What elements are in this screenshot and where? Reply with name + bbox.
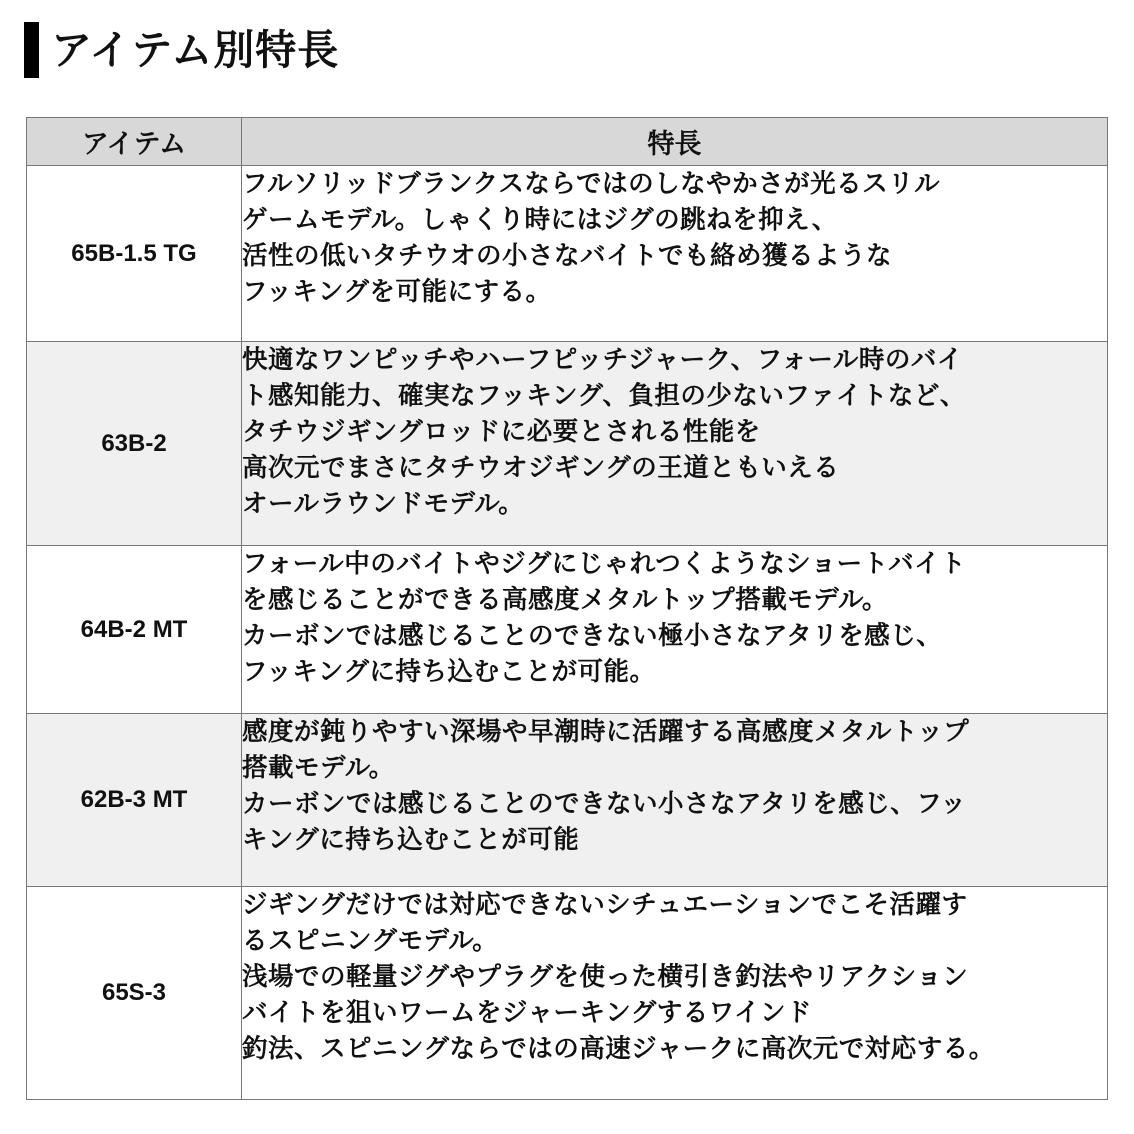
item-description bbox=[242, 546, 1108, 714]
description-line: バイトを狙いワームをジャーキングするワインド bbox=[242, 998, 812, 1028]
description-line: ジギングだけでは対応できないシチュエーションでこそ活躍す bbox=[242, 890, 968, 920]
description-line: フッキングを可能にする。 bbox=[242, 277, 552, 307]
item-name: 65B-1.5 TG bbox=[27, 166, 242, 342]
item-description bbox=[242, 887, 1108, 1100]
description-line: オールラウンドモデル。 bbox=[242, 489, 525, 519]
description-line: 快適なワンピッチやハーフピッチジャーク、フォール時のバイ bbox=[242, 345, 963, 375]
item-description bbox=[242, 166, 1108, 342]
description-line: カーボンでは感じることのできない極小さなアタリを感じ、 bbox=[242, 621, 943, 651]
item-description bbox=[242, 342, 1108, 546]
description-line: フォール中のバイトやジグにじゃれつくようなショートバイト bbox=[242, 549, 967, 579]
table-header-row bbox=[27, 118, 1108, 166]
description-line: 浅場での軽量ジグやプラグを使った横引き釣法やリアクション bbox=[242, 962, 969, 992]
item-description bbox=[242, 714, 1108, 887]
description-line: フルソリッドブランクスならではのしなやかさが光るスリル bbox=[242, 169, 941, 199]
header-feature: 特長 bbox=[242, 118, 1108, 166]
description-line: ゲームモデル。しゃくり時にはジグの跳ねを抑え、 bbox=[242, 205, 838, 235]
description-line: 活性の低いタチウオの小さなバイトでも絡め獲るような bbox=[242, 241, 893, 271]
table-row bbox=[27, 546, 1108, 714]
item-name: 65S-3 bbox=[27, 887, 242, 1100]
description-line: を感じることができる高感度メタルトップ搭載モデル。 bbox=[242, 585, 888, 615]
description-line: るスピニングモデル。 bbox=[242, 926, 499, 956]
description-line: 感度が鈍りやすい深場や早潮時に活躍する高感度メタルトップ bbox=[242, 717, 970, 747]
section-heading bbox=[24, 22, 339, 78]
page-title: アイテム別特長 bbox=[51, 26, 340, 74]
table-row bbox=[27, 887, 1108, 1100]
description-line: 釣法、スピニングならではの高速ジャークに高次元で対応する。 bbox=[242, 1034, 995, 1064]
item-name: 63B-2 bbox=[27, 342, 242, 546]
heading-accent-bar bbox=[24, 22, 39, 78]
item-name: 62B-3 MT bbox=[27, 714, 242, 887]
table-row bbox=[27, 342, 1108, 546]
description-line: キングに持ち込むことが可能 bbox=[242, 825, 580, 855]
description-line: タチウジギングロッドに必要とされる性能を bbox=[242, 417, 761, 447]
feature-table bbox=[26, 117, 1108, 1100]
item-name: 64B-2 MT bbox=[27, 546, 242, 714]
table-row bbox=[27, 714, 1108, 887]
table-row bbox=[27, 166, 1108, 342]
description-line: 高次元でまさにタチウオジギングの王道ともいえる bbox=[242, 453, 840, 483]
description-line: 搭載モデル。 bbox=[242, 753, 395, 783]
description-line: フッキングに持ち込むことが可能。 bbox=[242, 657, 656, 687]
description-line: カーボンでは感じることのできない小さなアタリを感じ、フッ bbox=[242, 789, 967, 819]
header-item: アイテム bbox=[27, 118, 242, 166]
description-line: ト感知能力、確実なフッキング、負担の少ないファイトなど、 bbox=[242, 381, 966, 411]
